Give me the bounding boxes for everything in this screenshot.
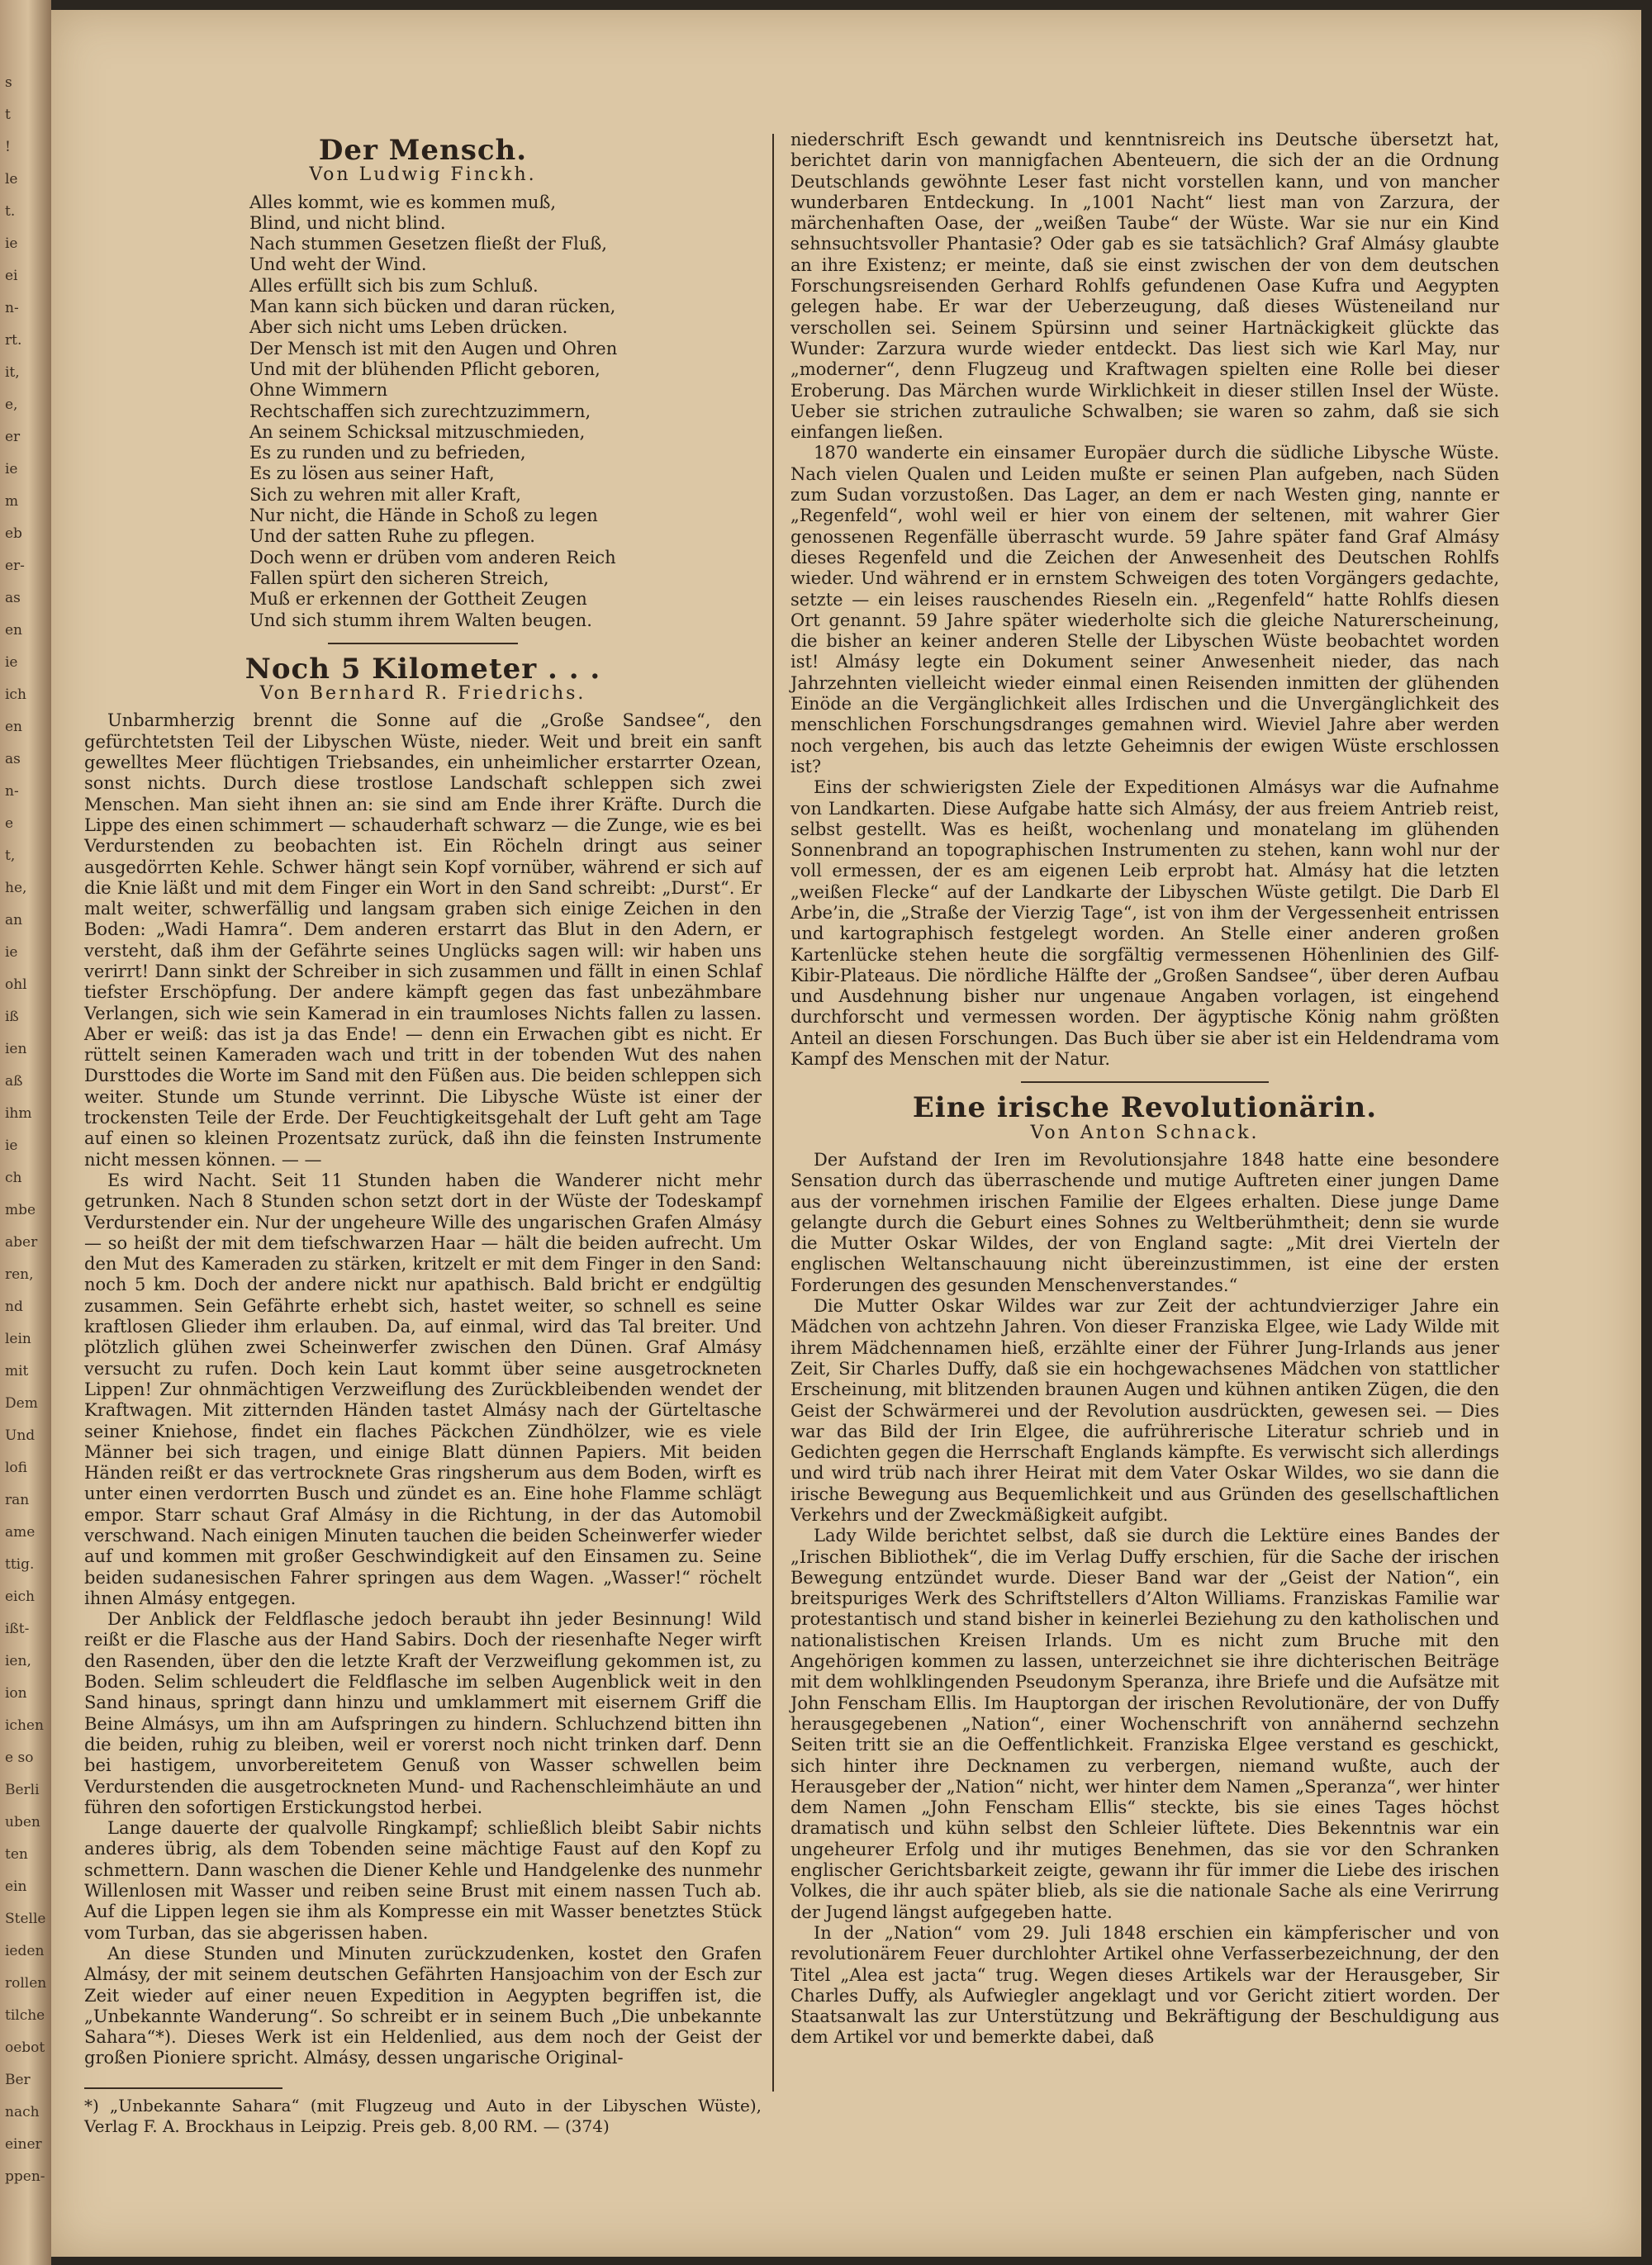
previous-page-fragment: er- xyxy=(5,558,25,574)
poem-line: Nach stummen Gesetzen fließt der Fluß, xyxy=(249,234,607,254)
poem-line: Man kann sich bücken und daran rücken, xyxy=(249,297,616,317)
poem-line: Und weht der Wind. xyxy=(249,254,427,275)
previous-page-fragment: le xyxy=(5,171,18,188)
previous-page-fragment: t xyxy=(5,107,11,123)
poem-line: Aber sich nicht ums Leben drücken. xyxy=(249,317,568,338)
previous-page-fragment: iß xyxy=(5,1009,19,1025)
previous-page-fragment: aber xyxy=(5,1234,38,1251)
poem-line: Der Mensch ist mit den Augen und Ohren xyxy=(249,338,618,359)
previous-page-fragment: ppen- xyxy=(5,2168,45,2185)
paragraph: Der Anblick der Feldflasche jedoch beraubt ihn jeder Besinnung! Wild reißt er die Flasche aus der Hand Sabirs. Doch der riesenhafte Neger wirft den Rasenden, über den die letzte Kraft der Verzweiflung gekommen ist, zu Boden. Selim schleudert die Feldflasche im selben Augenblick weit in den Sand hinaus, springt dann hinzu und umklammert mit eisernem Griff die Beine Almásys, um ihn am Aufspringen zu hindern. Schluchzend bitten ihn die beiden, ruhig zu bleiben, weil er vorerst noch nicht trinken darf. Denn bei hastigem, unvorbereitetem Genuß von Wasser schwellen beim Verdurstenden die ausgetrockneten Mund- und Rachenschleimhäute an und führen den sofortigen Erstickungstod herbei. xyxy=(84,1609,762,1817)
previous-page-fragment: ei xyxy=(5,268,18,284)
previous-page-fragment: oebot xyxy=(5,2039,45,2056)
poem-line: Blind, und nicht blind. xyxy=(249,212,446,233)
paragraph: Die Mutter Oskar Wildes war zur Zeit der achtundvierziger Jahre ein Mädchen von achtzehn Jahren. Von dieser Franziska Elgee, wie Lady Wilde mit ihrem Mädchennamen hieß, erzählte einer der Führer Jung-Irlands aus jener Zeit, Sir Charles Duffy, daß sie ein hochgewachsenes Mädchen von stattlicher Erscheinung, mit blitzenden braunen Augen und kühnen antiken Zügen, die den Geist der Schwärmerei und der Revolution ausdrückten, gewesen sei. — Dies war das Bild der Irin Elgee, die aufrührerische Literatur schrieb und in Gedichten gegen die Herrschaft Englands kämpfte. Es verwischt sich allerdings und wird trüb nach ihrer Heirat mit dem Vater Oskar Wildes, wo sie dann die irische Bewegung aus Bequemlichkeit und aus Gründen des gesellschaftlichen Verkehrs und der Zweckmäßigkeit aufgibt. xyxy=(790,1296,1499,1525)
poem-line: Es zu runden und zu befrieden, xyxy=(249,443,526,463)
story-continued xyxy=(790,130,1499,1070)
poem-line: An seinem Schicksal mitzuschmieden, xyxy=(249,421,586,442)
poem-line: Es zu lösen aus seiner Haft, xyxy=(249,463,495,484)
story-byline: Von Bernhard R. Friedrichs. xyxy=(259,683,586,705)
previous-page-fragment: t, xyxy=(5,848,16,864)
poem-byline: Von Ludwig Finckh. xyxy=(309,164,537,186)
previous-page-fragment: rollen xyxy=(5,1975,47,1992)
poem-line: Sich zu wehren mit aller Kraft, xyxy=(249,484,521,505)
previous-page-fragment: lein xyxy=(5,1331,31,1347)
previous-page-fragment: he, xyxy=(5,880,27,896)
newspaper-page xyxy=(51,10,1641,2257)
previous-page-fragment: ion xyxy=(5,1685,27,1702)
section-divider xyxy=(328,643,518,644)
previous-page-fragment: n- xyxy=(5,300,19,316)
left-column xyxy=(84,126,762,2137)
poem-line: Alles kommt, wie es kommen muß, xyxy=(249,192,557,212)
footnote-divider xyxy=(84,2087,282,2089)
previous-page-fragment: mit xyxy=(5,1363,29,1379)
previous-page-fragment: ieden xyxy=(5,1943,45,1959)
previous-page-fragment: an xyxy=(5,912,23,928)
previous-page-fragment: uben xyxy=(5,1814,40,1831)
previous-page-fragment: s xyxy=(5,74,12,91)
previous-page-fragment: e so xyxy=(5,1750,34,1766)
previous-page-fragment: mbe xyxy=(5,1202,36,1218)
previous-page-fragment: eb xyxy=(5,525,22,542)
poem-line: Und der satten Ruhe zu pflegen. xyxy=(249,526,535,547)
paragraph: An diese Stunden und Minuten zurückzudenken, kostet den Grafen Almásy, der mit seinem deutschen Gefährten Hansjoachim von der Esch zur Zeit wieder auf einer neuen Expedition in Aegypten begriffen ist, die „Unbekannte Wanderung“. So schreibt er in seinem Buch „Die unbekannte Sahara“*). Dieses Werk ist ein Heldenlied, aus dem noch der Geist der großen Pioniere spricht. Almásy, dessen ungarische Original- xyxy=(84,1943,762,2068)
paragraph: Der Aufstand der Iren im Revolutionsjahre 1848 hatte eine besondere Sensation durch das überraschende und mutige Auftreten einer jungen Dame aus der vornehmen irischen Familie der Elgees erhalten. Diese junge Dame gelangte durch die Geburt eines Sohnes zu Weltberühmtheit; denn sie wurde die Mutter Oskar Wildes, der von England sagte: „Mit drei Vierteln der englischen Weltanschauung nicht übereinzustimmen, ist eine der ersten Forderungen des gesunden Menschenverstandes.“ xyxy=(790,1149,1499,1295)
poem-line: Und sich stumm ihrem Walten beugen. xyxy=(249,610,592,630)
previous-page-fragment: ren, xyxy=(5,1266,34,1283)
poem-body xyxy=(249,192,762,631)
previous-page-fragment: ie xyxy=(5,1137,18,1154)
paragraph: Es wird Nacht. Seit 11 Stunden haben die Wanderer nicht mehr getrunken. Nach 8 Stunden schon setzt dort in der Wüste der Todeskampf Verdurstender ein. Nur der ungeheure Wille des ungarischen Grafen Almásy — so heißt der mit dem tiefschwarzen Haar — hält die beiden aufrecht. Um den Mut des Kameraden zu stärken, kritzelt er mit dem Finger in den Sand: noch 5 km. Doch der andere nickt nur apathisch. Bald bricht er endgültig zusammen. Sein Gefährte erhebt sich, hastet weiter, so schnell es seine kraftlosen Glieder ihm erlauben. Da, auf einmal, wird das Tal breiter. Und plötzlich glühen zwei Scheinwerfer zwischen den Dünen. Graf Almásy versucht zu rufen. Doch kein Laut kommt über seine ausgetrockneten Lippen! Zur ohnmächtigen Verzweiflung des Zurückbleibenden wendet der Kraftwagen. Mit zitternden Händen tastet Almásy nach der Gürteltasche seiner Kniehose, findet ein flaches Päckchen Zündhölzer, wie es viele Männer bei sich tragen, und einige Blatt dünnen Papiers. Mit beiden Händen reißt er das vertrocknete Gras ringsherum aus dem Boden, wirft es unter einen verdorrten Busch und zündet es an. Eine hohe Flamme schlägt empor. Starr schaut Graf Almásy in die Richtung, in der das Automobil verschwand. Nach einigen Minuten tauchen die beiden Scheinwerfer wieder auf und kommen mit großer Geschwindigkeit auf den Einsamen zu. Seine beiden sudanesischen Fahrer springen aus dem Wagen. „Wasser!“ röchelt ihnen Almásy entgegen. xyxy=(84,1170,762,1608)
previous-page-fragment: aß xyxy=(5,1073,23,1090)
previous-page-fragment: ein xyxy=(5,1878,27,1895)
column-rule xyxy=(772,134,774,2092)
previous-page-fragment: ie xyxy=(5,654,18,671)
poem-line: Nur nicht, die Hände in Schoß zu legen xyxy=(249,506,598,526)
previous-page-fragment: e xyxy=(5,815,14,832)
previous-page-fragment: e, xyxy=(5,396,18,413)
poem-line: Alles erfüllt sich bis zum Schluß. xyxy=(249,275,539,296)
poem-line: Fallen spürt den sicheren Streich, xyxy=(249,567,549,588)
previous-page-fragment: ie xyxy=(5,944,18,961)
poem-line: Rechtschaffen sich zurechtzuzimmern, xyxy=(249,401,591,421)
previous-page-fragment: eich xyxy=(5,1588,35,1605)
previous-page-fragment: ame xyxy=(5,1524,36,1541)
previous-page-fragment: it, xyxy=(5,364,20,381)
article-byline: Von Anton Schnack. xyxy=(1030,1122,1260,1143)
previous-page-fragment: en xyxy=(5,719,23,735)
paragraph: niederschrift Esch gewandt und kenntnisreich ins Deutsche übersetzt hat, berichtet darin von mannigfachen Abenteuern, die sich der an die Ordnung Deutschlands gewöhnte Leser fast nicht vorstellen kann, und von mancher wunderbaren Entdeckung. In „1001 Nacht“ liest man von Zarzura, der märchenhaften Oase, der „weißen Taube“ der Wüste. War sie nur ein Kind sehnsuchtsvoller Phantasie? Oder gab es sie tatsächlich? Graf Almásy glaubte an ihre Existenz; er meinte, daß sie einst zwischen der von dem deutschen Forschungsreisenden Gerhard Rohlfs gefundenen Oase Kufra und Aegypten gelegen habe. Er war der Ueberzeugung, daß dieses Wüsteneiland nur verschollen sei. Seinem Spürsinn und seiner Hartnäckigkeit glückte das Wunder: Zarzura wurde wieder entdeckt. Das liest sich wie Karl May, nur „moderner“, denn Flugzeug und Kraftwagen spielten eine Rolle bei dieser Eroberung. Das Märchen wurde Wirklichkeit in dieser stillen Insel der Wüste. Ueber sie strichen zutrauliche Schwalben; sie waren so zahm, daß sie sich einfangen ließen. xyxy=(790,130,1499,443)
previous-page-fragment: ! xyxy=(5,139,11,155)
previous-page-fragment: ch xyxy=(5,1170,22,1186)
previous-page-fragment: einer xyxy=(5,2136,42,2153)
previous-page-fragment: ich xyxy=(5,686,26,703)
previous-page-fragment: Berli xyxy=(5,1782,40,1798)
paragraph: In der „Nation“ vom 29. Juli 1848 erschien ein kämpferischer und von revolutionärem Feuer durchlohter Artikel ohne Verfasserbezeichnung, der den Titel „Alea est jacta“ trug. Wegen dieses Artikels war der Herausgeber, Sir Charles Duffy, als Aufwiegler angeklagt und vor Gericht zitiert worden. Der Staatsanwalt las zur Unterstützung und Bekräftigung der Beschuldigung aus dem Artikel vor und bemerkte dabei, daß xyxy=(790,1922,1499,2048)
section-divider xyxy=(1021,1081,1269,1083)
previous-page-fragment: lofi xyxy=(5,1460,28,1476)
previous-page-fragment: n- xyxy=(5,783,19,800)
previous-page-fragment: Dem xyxy=(5,1395,38,1412)
previous-page-fragment: ohl xyxy=(5,976,27,993)
previous-page-fragment: t. xyxy=(5,203,16,220)
previous-page-fragment: ttig. xyxy=(5,1556,35,1573)
previous-page-fragment: Und xyxy=(5,1427,36,1444)
paragraph: Unbarmherzig brennt die Sonne auf die „Große Sandsee“, den gefürchtetsten Teil der Libyschen Wüste, nieder. Weit und breit ein sanft gewelltes Meer flüchtigen Triebsandes, ein unheimlicher erstarrter Ozean, sonst nichts. Durch diese trostlose Landschaft schleppen sich zwei Menschen. Man sieht ihnen an: sie sind am Ende ihrer Kräfte. Durch die Lippe des einen schimmert — schauderhaft schwarz — die Zunge, wie es bei Verdurstenden zu beobachten ist. Ein Röcheln dringt aus seiner ausgedörrten Kehle. Schwer hängt sein Kopf vornüber, während er sich auf die Knie läßt und mit dem Finger ein Wort in den Sand schreibt: „Durst“. Er malt weiter, schwerfällig und langsam graben sich einige Zeichen in den Boden: „Wadi Hamra“. Dem anderen erstarrt das Blut in den Adern, er versteht, daß ihm der Gefährte seines Unglücks sagen will: wir haben uns verirrt! Dann sinkt der Schreiber in sich zusammen und fällt in einen Schlaf tiefster Erschöpfung. Der andere kämpft gegen das fast unbezähmbare Verlangen, sich wie sein Kamerad in ein traumloses Nichts fallen zu lassen. Aber er weiß: das ist ja das Ende! — denn ein Erwachen gibt es nicht. Er rüttelt seinen Kameraden wach und tritt in der tobenden Wut des nahen Dursttodes die Worte im Sand mit den Füßen aus. Die beiden schleppen sich weiter. Stunde um Stunde verrinnt. Die Libysche Wüste ist einer der trockensten Teile der Erde. Der Feuchtigkeitsgehalt der Luft geht am Tage auf einen so kleinen Prozentsatz zurück, daß ihn die feinsten Instrumente nicht messen können. — — xyxy=(84,710,762,1170)
right-column xyxy=(790,130,1499,2049)
footnote: *) „Unbekannte Sahara“ (mit Flugzeug und Auto in der Libyschen Wüste), Verlag F. A. Brockhaus in Leipzig. Preis geb. 8,00 RM. — (374) xyxy=(84,2095,762,2136)
paragraph: Lange dauerte der qualvolle Ringkampf; schließlich bleibt Sabir nichts anderes übrig, als dem Tobenden seine mächtige Faust auf den Kopf zu schmettern. Dann waschen die Diener Kehle und Handgelenke des nunmehr Willenlosen mit Wasser und reiben seine Brust mit einem nassen Tuch ab. Auf die Lippen legen sie ihm als Kompresse ein mit Wasser benetztes Stück vom Turban, das sie abgerissen haben. xyxy=(84,1818,762,1943)
previous-page-edge xyxy=(0,0,51,2265)
previous-page-fragment: nd xyxy=(5,1299,23,1315)
poem-title: Der Mensch. xyxy=(318,134,528,167)
previous-page-fragment: ien xyxy=(5,1041,27,1057)
previous-page-fragment: tilche xyxy=(5,2007,45,2024)
article-title: Eine irische Revolutionärin. xyxy=(912,1091,1378,1125)
story-body xyxy=(84,710,762,2068)
previous-page-fragment: as xyxy=(5,590,21,606)
article-body xyxy=(790,1150,1499,2049)
previous-page-fragment: nach xyxy=(5,2104,40,2120)
paragraph: Eins der schwierigsten Ziele der Expeditionen Almásys war die Aufnahme von Landkarten. Diese Aufgabe hatte sich Almásy, der aus freiem Antrieb reist, selbst gestellt. Was es heißt, wochenlang und monatelang im glühenden Sonnenbrand an topographischen Instrumenten zu stehen, kann wohl nur der voll ermessen, der es am eigenen Leib erprobt hat. Almásy hat die letzten „weißen Flecke“ auf der Landkarte der Libyschen Wüste getilgt. Die Darb El Arbe’in, die „Straße der Vierzig Tage“, ist von ihm der Vergessenheit entrissen und kartographisch festgelegt worden. An Stelle einer anderen großen Kartenlücke stehen heute die sorgfältig vermessenen Höhenlinien des Gilf-Kibir-Plateaus. Die nördliche Hälfte der „Großen Sandsee“, über deren Aufbau und Ausdehnung bisher nur ungenaue Angaben vorlagen, ist eingehend durchforscht und vermessen worden. Der ägyptische König nahm größten Anteil an diesen Forschungen. Das Buch über sie aber ist ein Heldendrama vom Kampf des Menschen mit der Natur. xyxy=(790,777,1499,1070)
previous-page-fragment: ichen xyxy=(5,1717,44,1734)
paragraph: Lady Wilde berichtet selbst, daß sie durch die Lektüre eines Bandes der „Irischen Bibliothek“, die im Verlag Duffy erschien, für die Sache der irischen Bewegung entzündet wurde. Dieser Band war der „Geist der Nation“, ein breitspuriges Werk des Schriftstellers d’Alton Williams. Franziskas Familie war protestantisch und stand bisher in keinerlei Beziehung zu den katholischen und nationalistischen Kreisen Irlands. Um es nicht zum Bruche mit den Angehörigen kommen zu lassen, unterzeichnet sie ihre dichterischen Beiträge mit dem wohlklingenden Pseudonym Speranza, ihre Briefe und die Aufsätze mit John Fenscham Ellis. Im Hauptorgan der irischen Revolutionäre, der von Duffy herausgegebenen „Nation“, einer Wochenschrift von annähernd sechzehn Seiten tritt sie an die Oeffentlichkeit. Franziska Elgee verstand es geschickt, sich hinter ihre Decknamen zu verbergen, niemand wußte, auch der Herausgeber der „Nation“ nicht, wer hinter dem Namen „Speranza“, wer hinter dem Namen „John Fenscham Ellis“ steckte, bis sie eines Tages höchst dramatisch und kühn selbst den Schleier lüftete. Dies Bekenntnis war ein ungeheurer Erfolg und ihr mutiges Benehmen, das sie vor den Schranken englischer Gerichtsbarkeit zeigte, gewann ihr für immer die Liebe des irischen Volkes, die ihr auch später blieb, als sie die nationale Sache als eine Verirrung der Jugend längst aufgegeben hatte. xyxy=(790,1526,1499,1922)
story-title: Noch 5 Kilometer . . . xyxy=(244,652,601,686)
previous-page-fragment: ihm xyxy=(5,1105,32,1122)
previous-page-fragment: Ber xyxy=(5,2072,31,2088)
previous-page-fragment: ißt- xyxy=(5,1621,30,1637)
previous-page-fragment: as xyxy=(5,751,21,767)
previous-page-fragment: ten xyxy=(5,1846,28,1863)
previous-page-fragment: ie xyxy=(5,235,18,252)
poem-line: Doch wenn er drüben vom anderen Reich xyxy=(249,547,616,567)
previous-page-fragment: en xyxy=(5,622,23,639)
poem-line: Und mit der blühenden Pflicht geboren, xyxy=(249,359,601,379)
previous-page-fragment: m xyxy=(5,493,19,510)
previous-page-fragment: Stelle xyxy=(5,1911,46,1927)
previous-page-fragment: rt. xyxy=(5,332,22,349)
poem-line: Muß er erkennen der Gottheit Zeugen xyxy=(249,589,587,610)
previous-page-fragment: er xyxy=(5,429,21,445)
poem-line: Ohne Wimmern xyxy=(249,380,388,401)
previous-page-fragment: ie xyxy=(5,461,18,477)
previous-page-fragment: ran xyxy=(5,1492,30,1508)
paragraph: 1870 wanderte ein einsamer Europäer durch die südliche Libysche Wüste. Nach vielen Qualen und Leiden mußte er seinen Plan aufgeben, nach Süden zum Sudan vorzustoßen. Das Lager, an dem er nach Westen ging, nannte er „Regenfeld“, wohl weil er hier von einem der seltenen, mit wahrer Gier genossenen Regenfälle überrascht wurde. 59 Jahre später fand Graf Almásy dieses Regenfeld und die Zeichen der Anwesenheit des Deutschen Rohlfs wieder. Und während er in ernstem Schweigen des toten Vorgängers gedachte, setzte — ein leises rauschendes Rieseln ein. „Regenfeld“ hatte Rohlfs diesen Ort genannt. 59 Jahre später wiederholte sich die gleiche Naturerscheinung, die bisher an keiner anderen Stelle der Libyschen Wüste beobachtet worden ist! Almásy legte ein Dokument seiner Anwesenheit nieder, das nach Jahrzehnten vielleicht wieder einmal einen Reisenden inmitten der glühenden Einöde an die Vergänglichkeit alles Irdischen und die Unvergänglichkeit des menschlichen Forschungsdranges gemahnen wird. Wieviel Jahre aber werden noch vergehen, bis auch das letzte Geheimnis der ewigen Wüste erschlossen ist? xyxy=(790,443,1499,776)
previous-page-fragment: ien, xyxy=(5,1653,31,1669)
